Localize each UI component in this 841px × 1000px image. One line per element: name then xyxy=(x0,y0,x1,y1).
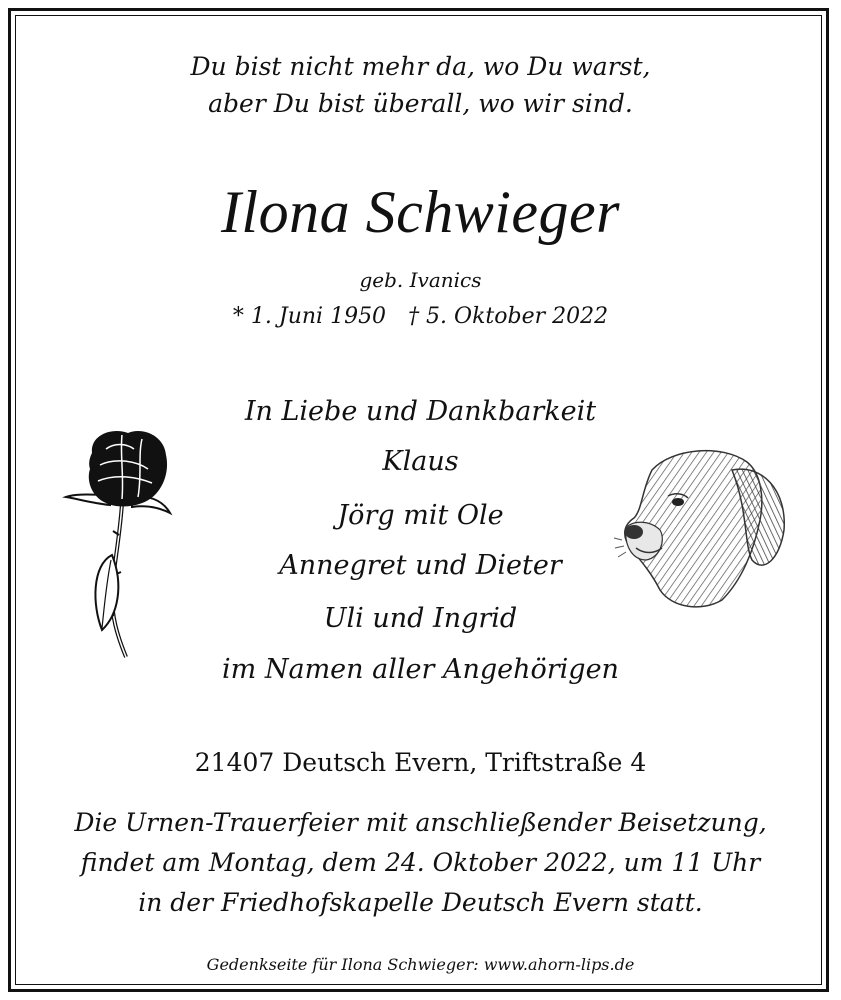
rose-icon xyxy=(62,425,177,665)
memorial-page-note: Gedenkseite für Ilona Schwieger: www.ahorn-lips.de xyxy=(206,955,635,974)
quote-line-1: Du bist nicht mehr da, wo Du warst, xyxy=(190,52,651,81)
mourner-line: Jörg mit Ole xyxy=(337,500,504,531)
mourner-line: im Namen aller Angehörigen xyxy=(222,654,619,685)
ceremony-line-2: findet am Montag, dem 24. Oktober 2022, um 11 Uhr xyxy=(80,848,761,877)
birth-date: * 1. Juni 1950 xyxy=(232,304,387,329)
mourner-line: Uli und Ingrid xyxy=(323,603,518,634)
ceremony-line-1: Die Urnen-Trauerfeier mit anschließender Beisetzung, xyxy=(74,808,767,837)
deceased-name: Ilona Schwieger xyxy=(220,179,621,245)
quote-line-2: aber Du bist überall, wo wir sind. xyxy=(208,89,633,118)
mourner-line: Klaus xyxy=(382,446,459,477)
dog-icon xyxy=(612,440,792,615)
death-date: † 5. Oktober 2022 xyxy=(408,304,609,329)
ceremony-line-3: in der Friedhofskapelle Deutsch Evern statt. xyxy=(138,888,703,917)
birth-name: geb. Ivanics xyxy=(359,268,482,292)
mourner-line: Annegret und Dieter xyxy=(279,550,562,581)
mourner-line: In Liebe und Dankbarkeit xyxy=(244,396,597,427)
address: 21407 Deutsch Evern, Triftstraße 4 xyxy=(194,748,647,777)
life-dates xyxy=(0,304,841,329)
